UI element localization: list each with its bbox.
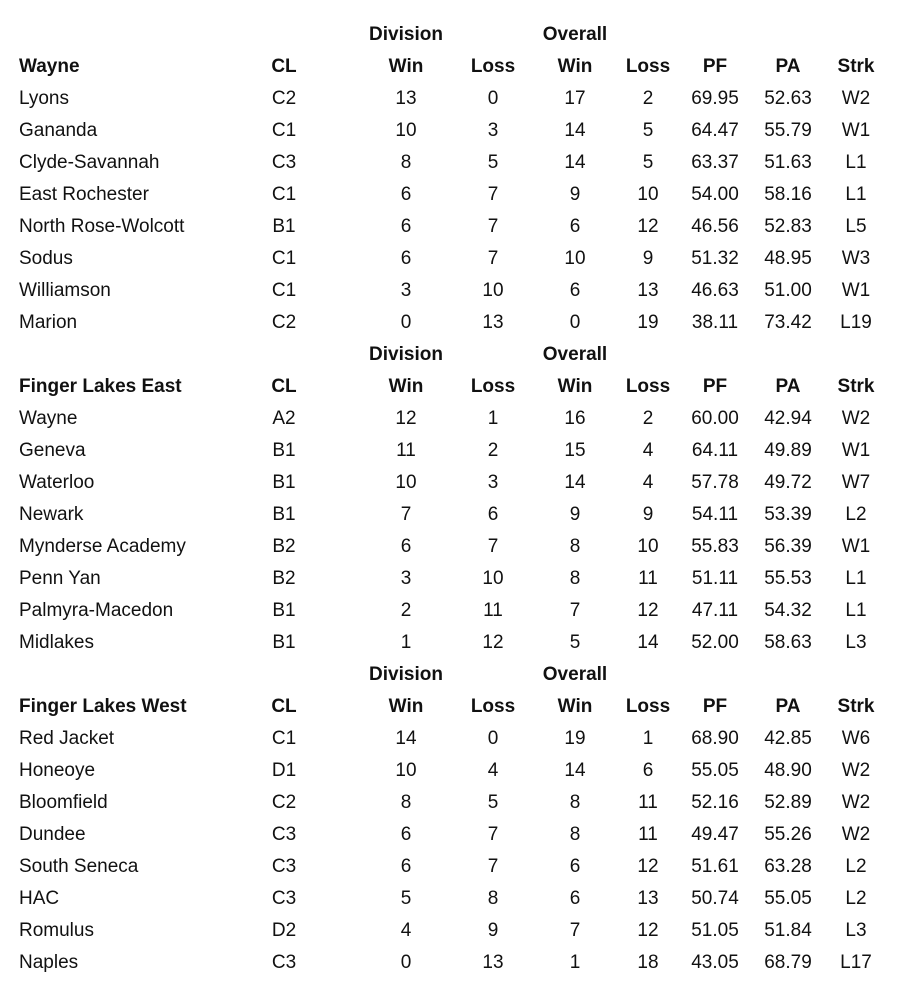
streak-cell: W1 bbox=[841, 120, 871, 141]
division-loss-cell: 7 bbox=[487, 248, 499, 269]
points-against-cell: 73.42 bbox=[764, 312, 812, 333]
overall-win-cell: 14 bbox=[564, 760, 586, 781]
overall-win-cell: 0 bbox=[569, 312, 581, 333]
points-against-cell: 49.89 bbox=[764, 440, 812, 461]
division-loss-header: Loss bbox=[470, 696, 516, 717]
table-row bbox=[0, 787, 918, 819]
points-against-cell: 58.63 bbox=[764, 632, 812, 653]
team-name: Romulus bbox=[19, 920, 94, 941]
division-win-cell: 13 bbox=[395, 88, 417, 109]
overall-win-cell: 14 bbox=[564, 152, 586, 173]
streak-cell: W1 bbox=[841, 280, 871, 301]
streak-cell: L2 bbox=[845, 504, 867, 525]
division-loss-cell: 7 bbox=[487, 824, 499, 845]
super-header-row bbox=[0, 339, 918, 371]
division-loss-cell: 9 bbox=[487, 920, 499, 941]
division-win-cell: 11 bbox=[396, 440, 416, 461]
streak-cell: L1 bbox=[845, 568, 867, 589]
team-name: Red Jacket bbox=[19, 728, 115, 749]
class-cell: A2 bbox=[272, 408, 296, 429]
streak-cell: L5 bbox=[845, 216, 867, 237]
class-cell: C2 bbox=[271, 312, 297, 333]
column-header-row bbox=[0, 691, 918, 723]
points-for-cell: 49.47 bbox=[691, 824, 739, 845]
points-for-cell: 68.90 bbox=[691, 728, 739, 749]
points-against-cell: 56.39 bbox=[764, 536, 812, 557]
points-against-cell: 48.90 bbox=[764, 760, 812, 781]
team-name: HAC bbox=[19, 888, 60, 909]
points-against-cell: 52.83 bbox=[764, 216, 812, 237]
points-against-cell: 52.89 bbox=[764, 792, 812, 813]
points-against-cell: 42.94 bbox=[764, 408, 812, 429]
class-header: CL bbox=[271, 376, 297, 397]
class-cell: B1 bbox=[272, 440, 296, 461]
team-name: Geneva bbox=[19, 440, 86, 461]
division-loss-header: Loss bbox=[470, 376, 516, 397]
table-row bbox=[0, 211, 918, 243]
division-win-cell: 3 bbox=[400, 568, 412, 589]
overall-win-cell: 9 bbox=[569, 184, 581, 205]
overall-loss-cell: 5 bbox=[642, 152, 654, 173]
division-win-cell: 12 bbox=[395, 408, 417, 429]
overall-loss-cell: 10 bbox=[637, 184, 659, 205]
table-row bbox=[0, 915, 918, 947]
super-header-row bbox=[0, 19, 918, 51]
class-cell: C1 bbox=[271, 248, 297, 269]
table-row bbox=[0, 755, 918, 787]
streak-cell: W3 bbox=[841, 248, 871, 269]
division-win-cell: 4 bbox=[400, 920, 412, 941]
overall-win-cell: 17 bbox=[564, 88, 586, 109]
overall-loss-cell: 11 bbox=[638, 824, 658, 845]
class-cell: C3 bbox=[271, 824, 297, 845]
super-header-row bbox=[0, 659, 918, 691]
streak-header: Strk bbox=[837, 376, 875, 397]
points-for-cell: 64.47 bbox=[691, 120, 739, 141]
overall-win-cell: 7 bbox=[569, 920, 581, 941]
points-against-cell: 58.16 bbox=[764, 184, 812, 205]
division-win-cell: 6 bbox=[400, 824, 412, 845]
points-for-cell: 50.74 bbox=[691, 888, 739, 909]
team-name: Newark bbox=[19, 504, 84, 525]
points-for-cell: 51.61 bbox=[691, 856, 739, 877]
streak-cell: W1 bbox=[841, 536, 871, 557]
overall-loss-cell: 4 bbox=[642, 440, 654, 461]
overall-win-cell: 8 bbox=[569, 792, 581, 813]
division-loss-cell: 4 bbox=[487, 760, 499, 781]
division-win-cell: 6 bbox=[400, 216, 412, 237]
table-row bbox=[0, 243, 918, 275]
team-name: Mynderse Academy bbox=[19, 536, 186, 557]
division-win-cell: 6 bbox=[400, 536, 412, 557]
table-row bbox=[0, 499, 918, 531]
table-row bbox=[0, 531, 918, 563]
division-loss-cell: 10 bbox=[482, 280, 504, 301]
overall-loss-cell: 11 bbox=[638, 792, 658, 813]
team-name: Gananda bbox=[19, 120, 98, 141]
team-name: Waterloo bbox=[19, 472, 95, 493]
class-cell: B1 bbox=[272, 632, 296, 653]
table-row bbox=[0, 627, 918, 659]
streak-cell: L17 bbox=[840, 952, 872, 973]
points-for-cell: 46.63 bbox=[691, 280, 739, 301]
team-name: Sodus bbox=[19, 248, 73, 269]
team-name: Clyde-Savannah bbox=[19, 152, 160, 173]
points-for-cell: 64.11 bbox=[691, 440, 739, 461]
column-header-row bbox=[0, 371, 918, 403]
division-win-header: Win bbox=[388, 376, 424, 397]
streak-cell: L2 bbox=[845, 856, 867, 877]
overall-loss-cell: 2 bbox=[642, 88, 654, 109]
points-for-cell: 51.32 bbox=[691, 248, 739, 269]
class-cell: C3 bbox=[271, 856, 297, 877]
overall-loss-cell: 12 bbox=[637, 856, 659, 877]
points-for-cell: 57.78 bbox=[691, 472, 739, 493]
overall-win-cell: 10 bbox=[564, 248, 586, 269]
division-loss-cell: 0 bbox=[487, 88, 499, 109]
class-cell: C3 bbox=[271, 152, 297, 173]
streak-cell: L1 bbox=[845, 184, 867, 205]
division-win-cell: 6 bbox=[400, 184, 412, 205]
streak-cell: L2 bbox=[845, 888, 867, 909]
streak-header: Strk bbox=[837, 696, 875, 717]
overall-loss-cell: 12 bbox=[637, 216, 659, 237]
streak-cell: W2 bbox=[841, 760, 871, 781]
team-name: Penn Yan bbox=[19, 568, 101, 589]
table-row bbox=[0, 467, 918, 499]
class-cell: C1 bbox=[271, 728, 297, 749]
division-loss-cell: 6 bbox=[487, 504, 499, 525]
points-against-cell: 52.63 bbox=[764, 88, 812, 109]
overall-loss-cell: 4 bbox=[642, 472, 654, 493]
overall-win-cell: 7 bbox=[569, 600, 581, 621]
class-header: CL bbox=[271, 56, 297, 77]
overall-win-cell: 8 bbox=[569, 568, 581, 589]
division-win-cell: 6 bbox=[400, 856, 412, 877]
division-win-cell: 2 bbox=[400, 600, 412, 621]
division-loss-cell: 5 bbox=[487, 792, 499, 813]
overall-win-cell: 16 bbox=[564, 408, 586, 429]
overall-win-cell: 6 bbox=[569, 856, 581, 877]
overall-group-label: Overall bbox=[542, 344, 608, 365]
team-name: Bloomfield bbox=[19, 792, 108, 813]
points-against-cell: 63.28 bbox=[764, 856, 812, 877]
overall-win-header: Win bbox=[557, 376, 593, 397]
division-loss-cell: 11 bbox=[483, 600, 503, 621]
league-name: Finger Lakes West bbox=[19, 696, 187, 717]
points-for-header: PF bbox=[702, 376, 728, 397]
points-for-cell: 47.11 bbox=[691, 600, 739, 621]
points-for-cell: 43.05 bbox=[691, 952, 739, 973]
points-against-cell: 49.72 bbox=[764, 472, 812, 493]
streak-cell: L19 bbox=[840, 312, 872, 333]
class-cell: D2 bbox=[271, 920, 297, 941]
points-against-cell: 53.39 bbox=[764, 504, 812, 525]
league-section-0 bbox=[0, 19, 918, 339]
overall-group-label: Overall bbox=[542, 664, 608, 685]
division-loss-cell: 3 bbox=[487, 472, 499, 493]
team-name: Honeoye bbox=[19, 760, 96, 781]
team-name: Wayne bbox=[19, 408, 78, 429]
division-win-cell: 14 bbox=[395, 728, 417, 749]
division-loss-cell: 7 bbox=[487, 536, 499, 557]
class-cell: C1 bbox=[271, 280, 297, 301]
division-win-header: Win bbox=[388, 56, 424, 77]
division-loss-cell: 8 bbox=[487, 888, 499, 909]
division-win-cell: 6 bbox=[400, 248, 412, 269]
table-row bbox=[0, 883, 918, 915]
streak-cell: L1 bbox=[845, 600, 867, 621]
column-header-row bbox=[0, 51, 918, 83]
overall-loss-cell: 6 bbox=[642, 760, 654, 781]
table-row bbox=[0, 563, 918, 595]
overall-loss-cell: 9 bbox=[642, 504, 654, 525]
table-row bbox=[0, 435, 918, 467]
points-for-header: PF bbox=[702, 696, 728, 717]
points-against-cell: 55.53 bbox=[764, 568, 812, 589]
class-cell: B2 bbox=[272, 536, 296, 557]
overall-loss-cell: 13 bbox=[637, 280, 659, 301]
overall-win-cell: 6 bbox=[569, 216, 581, 237]
table-row bbox=[0, 595, 918, 627]
points-for-cell: 51.05 bbox=[691, 920, 739, 941]
division-win-cell: 7 bbox=[400, 504, 412, 525]
overall-group-label: Overall bbox=[542, 24, 608, 45]
points-against-cell: 51.00 bbox=[764, 280, 812, 301]
points-against-cell: 48.95 bbox=[764, 248, 812, 269]
team-name: Williamson bbox=[19, 280, 111, 301]
division-loss-cell: 10 bbox=[482, 568, 504, 589]
class-cell: B1 bbox=[272, 216, 296, 237]
division-loss-cell: 13 bbox=[482, 952, 504, 973]
overall-win-cell: 9 bbox=[569, 504, 581, 525]
streak-cell: W1 bbox=[841, 440, 871, 461]
team-name: Lyons bbox=[19, 88, 69, 109]
division-loss-cell: 13 bbox=[482, 312, 504, 333]
league-name: Finger Lakes East bbox=[19, 376, 182, 397]
points-for-cell: 60.00 bbox=[691, 408, 739, 429]
overall-win-header: Win bbox=[557, 56, 593, 77]
table-row bbox=[0, 147, 918, 179]
table-row bbox=[0, 723, 918, 755]
division-loss-header: Loss bbox=[470, 56, 516, 77]
class-cell: C1 bbox=[271, 184, 297, 205]
division-group-label: Division bbox=[369, 344, 443, 365]
points-for-cell: 51.11 bbox=[691, 568, 739, 589]
points-for-cell: 46.56 bbox=[691, 216, 739, 237]
class-cell: B2 bbox=[272, 568, 296, 589]
division-win-cell: 1 bbox=[400, 632, 412, 653]
overall-loss-header: Loss bbox=[625, 56, 671, 77]
points-for-cell: 55.83 bbox=[691, 536, 739, 557]
division-win-cell: 0 bbox=[400, 312, 412, 333]
points-against-cell: 51.84 bbox=[764, 920, 812, 941]
class-header: CL bbox=[271, 696, 297, 717]
points-against-cell: 51.63 bbox=[764, 152, 812, 173]
points-against-header: PA bbox=[775, 696, 801, 717]
overall-loss-cell: 18 bbox=[637, 952, 659, 973]
points-for-cell: 52.16 bbox=[691, 792, 739, 813]
overall-win-cell: 8 bbox=[569, 536, 581, 557]
division-loss-cell: 0 bbox=[487, 728, 499, 749]
team-name: Midlakes bbox=[19, 632, 94, 653]
points-against-cell: 55.26 bbox=[764, 824, 812, 845]
division-win-cell: 8 bbox=[400, 152, 412, 173]
overall-win-header: Win bbox=[557, 696, 593, 717]
team-name: South Seneca bbox=[19, 856, 139, 877]
team-name: Marion bbox=[19, 312, 78, 333]
class-cell: C2 bbox=[271, 792, 297, 813]
streak-cell: W2 bbox=[841, 824, 871, 845]
overall-win-cell: 19 bbox=[564, 728, 586, 749]
table-row bbox=[0, 947, 918, 979]
league-section-2 bbox=[0, 659, 918, 979]
division-win-cell: 0 bbox=[400, 952, 412, 973]
overall-win-cell: 5 bbox=[569, 632, 581, 653]
division-loss-cell: 7 bbox=[487, 184, 499, 205]
division-group-label: Division bbox=[369, 24, 443, 45]
division-loss-cell: 5 bbox=[487, 152, 499, 173]
table-row bbox=[0, 851, 918, 883]
overall-loss-cell: 1 bbox=[642, 728, 654, 749]
division-loss-cell: 3 bbox=[487, 120, 499, 141]
division-loss-cell: 12 bbox=[482, 632, 504, 653]
streak-cell: L1 bbox=[845, 152, 867, 173]
points-against-cell: 68.79 bbox=[764, 952, 812, 973]
division-loss-cell: 7 bbox=[487, 856, 499, 877]
overall-loss-cell: 9 bbox=[642, 248, 654, 269]
streak-cell: W2 bbox=[841, 408, 871, 429]
class-cell: B1 bbox=[272, 600, 296, 621]
table-row bbox=[0, 307, 918, 339]
overall-win-cell: 15 bbox=[564, 440, 586, 461]
streak-header: Strk bbox=[837, 56, 875, 77]
overall-loss-cell: 2 bbox=[642, 408, 654, 429]
overall-loss-cell: 12 bbox=[637, 600, 659, 621]
class-cell: B1 bbox=[272, 472, 296, 493]
division-loss-cell: 1 bbox=[487, 408, 499, 429]
division-win-header: Win bbox=[388, 696, 424, 717]
class-cell: B1 bbox=[272, 504, 296, 525]
points-for-header: PF bbox=[702, 56, 728, 77]
overall-win-cell: 8 bbox=[569, 824, 581, 845]
team-name: Palmyra-Macedon bbox=[19, 600, 174, 621]
points-for-cell: 54.11 bbox=[691, 504, 739, 525]
division-win-cell: 10 bbox=[395, 120, 417, 141]
overall-loss-cell: 14 bbox=[637, 632, 659, 653]
points-for-cell: 63.37 bbox=[691, 152, 739, 173]
division-loss-cell: 7 bbox=[487, 216, 499, 237]
points-for-cell: 69.95 bbox=[691, 88, 739, 109]
division-group-label: Division bbox=[369, 664, 443, 685]
division-win-cell: 8 bbox=[400, 792, 412, 813]
class-cell: C2 bbox=[271, 88, 297, 109]
table-row bbox=[0, 83, 918, 115]
points-for-cell: 54.00 bbox=[691, 184, 739, 205]
streak-cell: W2 bbox=[841, 792, 871, 813]
overall-win-cell: 14 bbox=[564, 120, 586, 141]
class-cell: C3 bbox=[271, 888, 297, 909]
standings-table bbox=[0, 19, 918, 979]
points-against-cell: 42.85 bbox=[764, 728, 812, 749]
overall-loss-cell: 12 bbox=[637, 920, 659, 941]
class-cell: C1 bbox=[271, 120, 297, 141]
overall-win-cell: 6 bbox=[569, 280, 581, 301]
team-name: East Rochester bbox=[19, 184, 149, 205]
points-for-cell: 52.00 bbox=[691, 632, 739, 653]
overall-loss-cell: 11 bbox=[638, 568, 658, 589]
division-win-cell: 3 bbox=[400, 280, 412, 301]
streak-cell: L3 bbox=[845, 920, 867, 941]
streak-cell: W2 bbox=[841, 88, 871, 109]
team-name: Naples bbox=[19, 952, 79, 973]
league-name: Wayne bbox=[19, 56, 80, 77]
table-row bbox=[0, 115, 918, 147]
points-against-cell: 54.32 bbox=[764, 600, 812, 621]
table-row bbox=[0, 819, 918, 851]
streak-cell: W7 bbox=[841, 472, 871, 493]
league-section-1 bbox=[0, 339, 918, 659]
overall-loss-cell: 19 bbox=[637, 312, 659, 333]
points-against-cell: 55.05 bbox=[764, 888, 812, 909]
points-for-cell: 55.05 bbox=[691, 760, 739, 781]
overall-loss-cell: 10 bbox=[637, 536, 659, 557]
overall-loss-cell: 13 bbox=[637, 888, 659, 909]
points-against-header: PA bbox=[775, 56, 801, 77]
overall-loss-header: Loss bbox=[625, 376, 671, 397]
table-row bbox=[0, 179, 918, 211]
overall-win-cell: 1 bbox=[569, 952, 581, 973]
points-for-cell: 38.11 bbox=[691, 312, 739, 333]
table-row bbox=[0, 275, 918, 307]
division-win-cell: 5 bbox=[400, 888, 412, 909]
overall-loss-cell: 5 bbox=[642, 120, 654, 141]
overall-win-cell: 6 bbox=[569, 888, 581, 909]
team-name: North Rose-Wolcott bbox=[19, 216, 185, 237]
class-cell: C3 bbox=[271, 952, 297, 973]
points-against-header: PA bbox=[775, 376, 801, 397]
overall-loss-header: Loss bbox=[625, 696, 671, 717]
division-win-cell: 10 bbox=[395, 760, 417, 781]
team-name: Dundee bbox=[19, 824, 86, 845]
division-win-cell: 10 bbox=[395, 472, 417, 493]
streak-cell: W6 bbox=[841, 728, 871, 749]
points-against-cell: 55.79 bbox=[764, 120, 812, 141]
table-row bbox=[0, 403, 918, 435]
class-cell: D1 bbox=[271, 760, 297, 781]
division-loss-cell: 2 bbox=[487, 440, 499, 461]
streak-cell: L3 bbox=[845, 632, 867, 653]
overall-win-cell: 14 bbox=[564, 472, 586, 493]
